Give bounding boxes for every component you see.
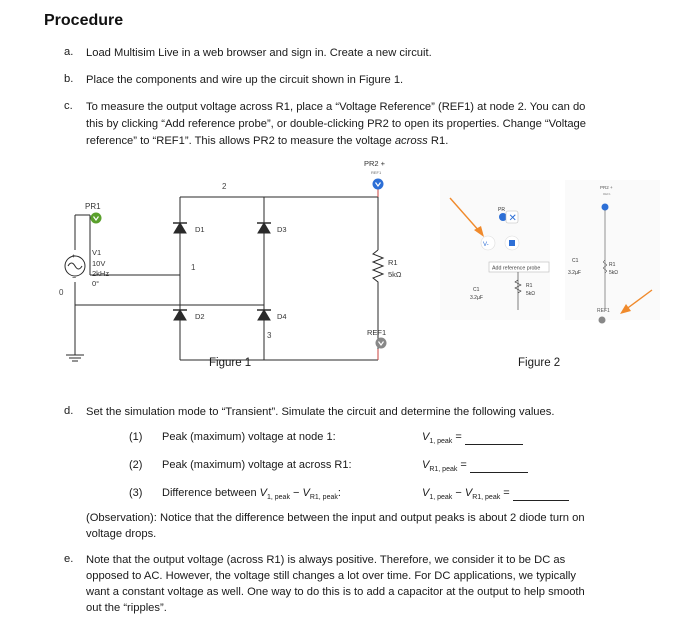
item-a-text: Load Multisim Live in a web browser and sign in. Create a new circuit. [86, 47, 432, 59]
probe-ref1-icon [376, 338, 387, 349]
observation-line2: voltage drops. [86, 528, 157, 540]
label-d4: D4 [277, 312, 287, 321]
svg-text:REF1: REF1 [597, 308, 610, 314]
diode-d3-symbol [258, 223, 270, 233]
label-ref1: REF1 [367, 328, 387, 337]
svg-text:C1: C1 [572, 258, 579, 264]
svg-text:−: − [72, 275, 77, 282]
label-r1: R1 [388, 258, 398, 267]
item-e-line3: want a constant voltage as well. One way to do this is to add a capacitor at the output to help smooth [86, 586, 585, 598]
item-a-marker: a. [64, 46, 74, 58]
svg-text:PR: PR [498, 207, 505, 213]
label-v1-phase: 0° [92, 279, 100, 288]
item-e-line4: out the “ripples”. [86, 602, 167, 614]
close-icon: ✕ [508, 213, 517, 224]
probe-pr2-icon [373, 179, 384, 190]
item-c-line3: reference” to “REF1”. This allows PR2 to measure the voltage across R1. [86, 135, 449, 147]
color-swatch-icon [509, 240, 515, 246]
label-v1: V1 [92, 248, 102, 257]
label-v1-freq: 2kHz [92, 269, 110, 278]
question-2-label: Peak (maximum) voltage at across R1: [162, 459, 352, 471]
answer-blank-2[interactable] [470, 472, 528, 473]
figure-1-caption: Figure 1 [209, 357, 252, 369]
question-3-label: Difference between $V_{1, peak} - V_{R1, peak}$: [162, 487, 341, 502]
page-title: Procedure [44, 12, 124, 29]
item-d-marker: d. [64, 405, 74, 417]
item-b-text: Place the components and wire up the circuit shown in Figure 1. [86, 74, 404, 86]
question-3: (3) [129, 487, 143, 499]
svg-text:R1: R1 [526, 283, 533, 289]
svg-text:REF1: REF1 [603, 192, 611, 196]
svg-text:3.2µF: 3.2µF [470, 295, 483, 301]
label-d1: D1 [195, 225, 205, 234]
diode-d2-symbol [174, 310, 186, 320]
figure-1-circuit [55, 155, 405, 370]
answer-blank-3[interactable] [513, 500, 569, 501]
node-3-label: 3 [267, 331, 272, 340]
label-d3: D3 [277, 225, 287, 234]
label-pr2: PR2 + [364, 159, 386, 168]
svg-text:+: + [72, 254, 76, 260]
question-3-answer: $V_{1, peak} - V_{R1, peak}$ = [422, 487, 569, 501]
item-c-line2: this by clicking “Add reference probe”, or double-clicking PR2 to open its properties. Change “Voltage [86, 118, 586, 130]
label-v1-amp: 10V [92, 259, 106, 268]
question-2: (2) [129, 459, 143, 471]
svg-text:5kΩ: 5kΩ [526, 291, 536, 297]
item-c-marker: c. [64, 100, 73, 112]
svg-text:Add reference probe: Add reference probe [492, 265, 541, 272]
item-e-line2: opposed to AC. However, the voltage still changes a lot over time. For DC applications, we typically [86, 570, 577, 582]
probe-pr1-icon [91, 213, 102, 224]
diode-d4-symbol [258, 310, 270, 320]
observation-line1: (Observation): Notice that the difference between the input and output peaks is about 2 diode turn on [86, 512, 585, 524]
item-e-line1: Note that the output voltage (across R1) is always positive. Therefore, we consider it to be DC as [86, 554, 566, 566]
svg-text:PR2 +: PR2 + [600, 185, 613, 190]
node-1-label: 1 [191, 263, 196, 272]
svg-text:C1: C1 [473, 287, 480, 293]
diode-d1-symbol [174, 223, 186, 233]
answer-blank-1[interactable] [465, 444, 523, 445]
item-e-marker: e. [64, 553, 74, 565]
svg-text:V-: V- [483, 242, 489, 248]
resistor-r1-symbol [373, 250, 383, 285]
question-2-answer: $V_{R1, peak}$ = [422, 459, 528, 473]
label-r1-val: 5kΩ [388, 270, 402, 279]
item-d-text: Set the simulation mode to “Transient”. Simulate the circuit and determine the following values. [86, 406, 555, 418]
figure-2-caption: Figure 2 [518, 357, 561, 369]
node-2-label: 2 [222, 182, 227, 191]
svg-text:R1: R1 [609, 262, 616, 268]
item-c-line1: To measure the output voltage across R1, place a “Voltage Reference” (REF1) at node 2. You can do [86, 101, 586, 113]
figure-2-screenshot [440, 180, 665, 340]
label-pr2-sub: REF1 [371, 170, 382, 175]
question-1: (1) [129, 431, 143, 443]
label-d2: D2 [195, 312, 205, 321]
node-0-label: 0 [59, 288, 64, 297]
question-1-label: Peak (maximum) voltage at node 1: [162, 431, 336, 443]
question-1-answer: $V_{1, peak}$ = [422, 431, 523, 445]
item-b-marker: b. [64, 73, 74, 85]
label-pr1: PR1 [85, 202, 101, 211]
svg-text:5kΩ: 5kΩ [609, 270, 619, 276]
svg-text:3.2µF: 3.2µF [568, 270, 581, 276]
probe-ref1-icon-fig2 [599, 317, 606, 324]
probe-pr2-icon-fig2 [602, 204, 609, 211]
